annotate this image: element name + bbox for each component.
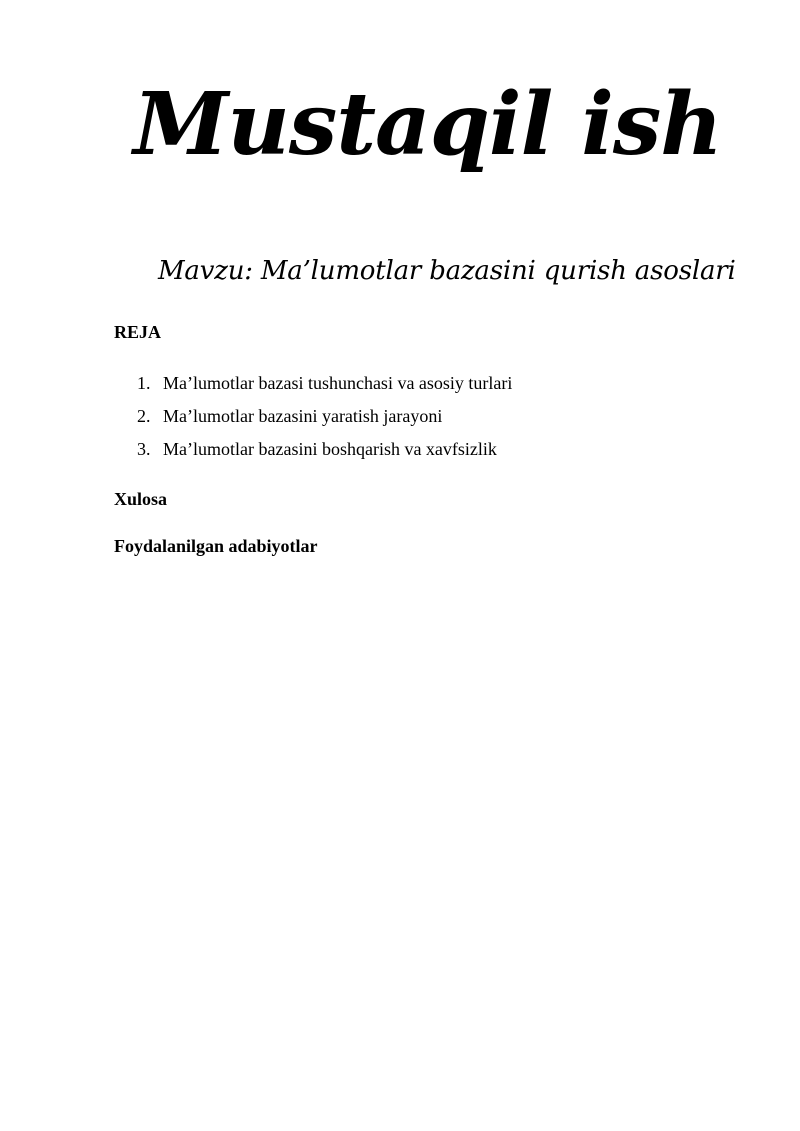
- plan-item-number: 2.: [137, 406, 151, 426]
- page-title: Mustaqil ish: [133, 74, 722, 175]
- plan-list: [137, 373, 512, 472]
- plan-item-number: 1.: [137, 373, 151, 393]
- plan-item-text: Ma’lumotlar bazasi tushunchasi va asosiy turlari: [163, 373, 513, 393]
- plan-item-text: Ma’lumotlar bazasini yaratish jarayoni: [163, 406, 443, 426]
- conclusion-heading: Xulosa: [114, 489, 168, 509]
- topic-subtitle: Mavzu: Ma’lumotlar bazasini qurish asoslari: [158, 256, 736, 286]
- references-heading: Foydalanilgan adabiyotlar: [114, 536, 318, 556]
- plan-item-text: Ma’lumotlar bazasini boshqarish va xavfsizlik: [163, 439, 497, 459]
- plan-heading: REJA: [114, 322, 162, 342]
- plan-item: [137, 439, 512, 472]
- plan-item-number: 3.: [137, 439, 151, 459]
- plan-item: [137, 373, 512, 406]
- plan-item: [137, 406, 512, 439]
